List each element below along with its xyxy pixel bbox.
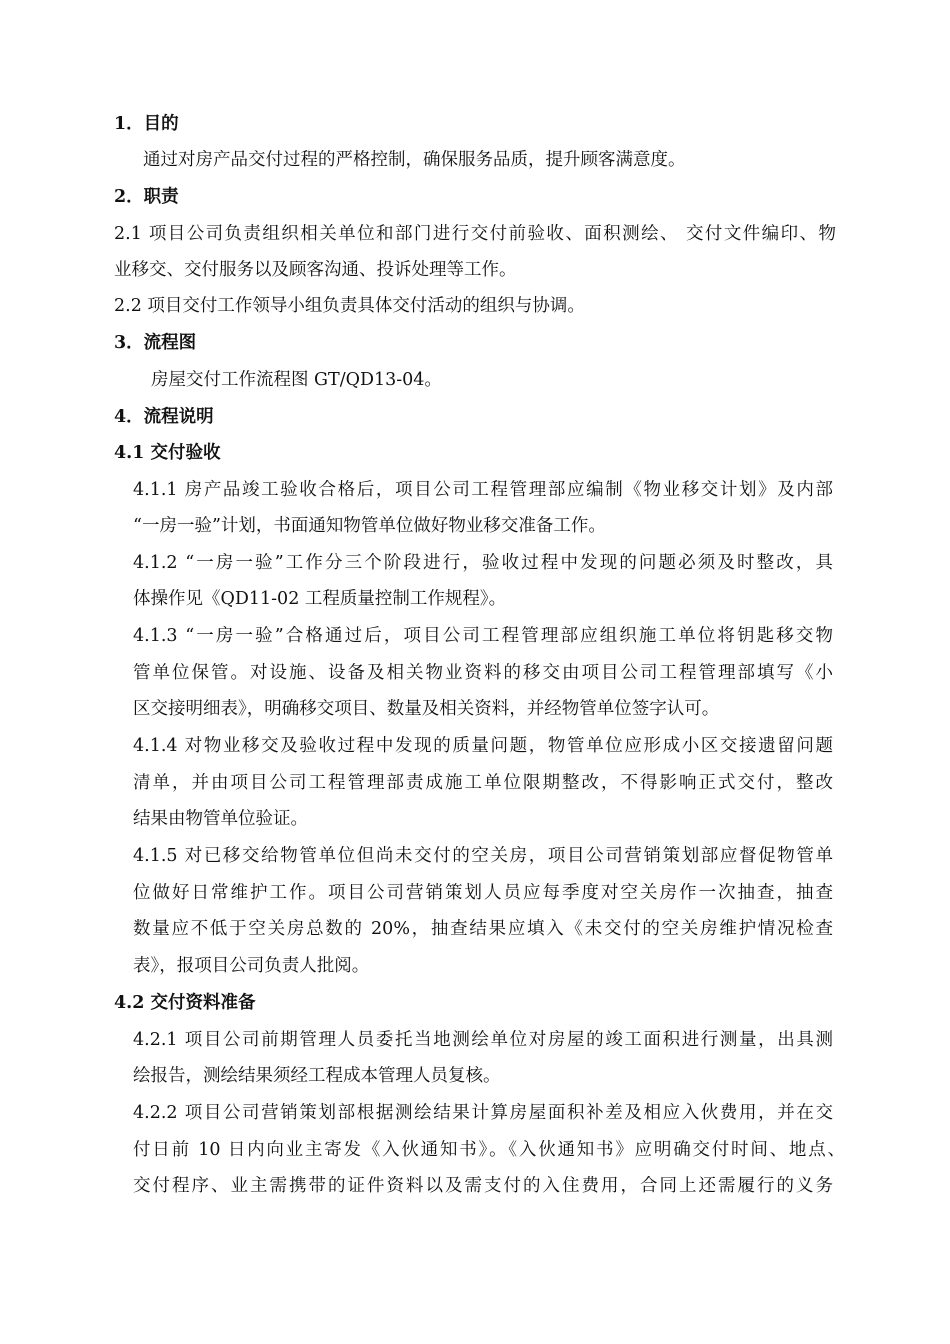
para-4-2-2-line-2: 付日前 10 日内向业主寄发《入伙通知书》。《入伙通知书》应明确交付时间、地点、 — [133, 1140, 845, 1160]
resp-2-2-line-1: 2.2 项目交付工作领导小组负责具体交付活动的组织与协调。 — [114, 296, 585, 316]
para-4-1-2-line-2: 体操作见《QD11-02 工程质量控制工作规程》。 — [133, 589, 507, 609]
para-4-1-4-line-2: 清单，并由项目公司工程管理部责成施工单位限期整改，不得影响正式交付，整改 — [133, 773, 833, 793]
heading-purpose: 1．目的 — [114, 114, 179, 134]
para-4-1-4-line-1: 4.1.4 对物业移交及验收过程中发现的质量问题，物管单位应形成小区交接遗留问题 — [133, 736, 833, 756]
para-4-1-5-line-4: 表》，报项目公司负责人批阅。 — [133, 956, 370, 976]
para-4-1-4-line-3: 结果由物管单位验证。 — [133, 809, 308, 829]
para-4-1-1-line-2: “一房一验”计划，书面通知物管单位做好物业移交准备工作。 — [133, 516, 606, 536]
purpose-text: 通过对房产品交付过程的严格控制，确保服务品质，提升顾客满意度。 — [143, 150, 686, 170]
heading-flowchart: 3．流程图 — [114, 333, 197, 353]
para-4-2-1-line-2: 绘报告，测绘结果须经工程成本管理人员复核。 — [133, 1066, 501, 1086]
para-4-2-2-line-1: 4.2.2 项目公司营销策划部根据测绘结果计算房屋面积补差及相应入伙费用，并在交 — [133, 1103, 833, 1123]
resp-2-1-line-1: 2.1 项目公司负责组织相关单位和部门进行交付前验收、面积测绘、 交付文件编印、物 — [114, 224, 836, 244]
para-4-1-1-line-1: 4.1.1 房产品竣工验收合格后，项目公司工程管理部应编制《物业移交计划》及内部 — [133, 480, 833, 500]
heading-delivery-acceptance: 4.1 交付验收 — [114, 443, 221, 463]
heading-responsibilities: 2．职责 — [114, 187, 179, 207]
heading-delivery-documents: 4.2 交付资料准备 — [114, 993, 256, 1013]
para-4-1-3-line-2: 管单位保管。对设施、设备及相关物业资料的移交由项目公司工程管理部填写《小 — [133, 663, 833, 683]
resp-2-1-line-2: 业移交、交付服务以及顾客沟通、投诉处理等工作。 — [114, 260, 517, 280]
para-4-1-3-line-1: 4.1.3 “一房一验”合格通过后，项目公司工程管理部应组织施工单位将钥匙移交物 — [133, 626, 833, 646]
para-4-2-2-line-3: 交付程序、业主需携带的证件资料以及需支付的入住费用，合同上还需履行的义务 — [133, 1176, 833, 1196]
para-4-1-3-line-3: 区交接明细表》，明确移交项目、数量及相关资料，并经物管单位签字认可。 — [133, 699, 720, 719]
heading-process-description: 4．流程说明 — [114, 407, 214, 427]
para-4-1-5-line-2: 位做好日常维护工作。项目公司营销策划人员应每季度对空关房作一次抽查，抽查 — [133, 883, 833, 903]
para-4-1-5-line-3: 数量应不低于空关房总数的 20%，抽查结果应填入《未交付的空关房维护情况检查 — [133, 919, 833, 939]
para-4-2-1-line-1: 4.2.1 项目公司前期管理人员委托当地测绘单位对房屋的竣工面积进行测量，出具测 — [133, 1030, 833, 1050]
para-4-1-2-line-1: 4.1.2 “一房一验”工作分三个阶段进行，验收过程中发现的问题必须及时整改，具 — [133, 553, 833, 573]
para-4-1-5-line-1: 4.1.5 对已移交给物管单位但尚未交付的空关房，项目公司营销策划部应督促物管单 — [133, 846, 833, 866]
flowchart-text: 房屋交付工作流程图 GT/QD13-04。 — [151, 370, 442, 390]
